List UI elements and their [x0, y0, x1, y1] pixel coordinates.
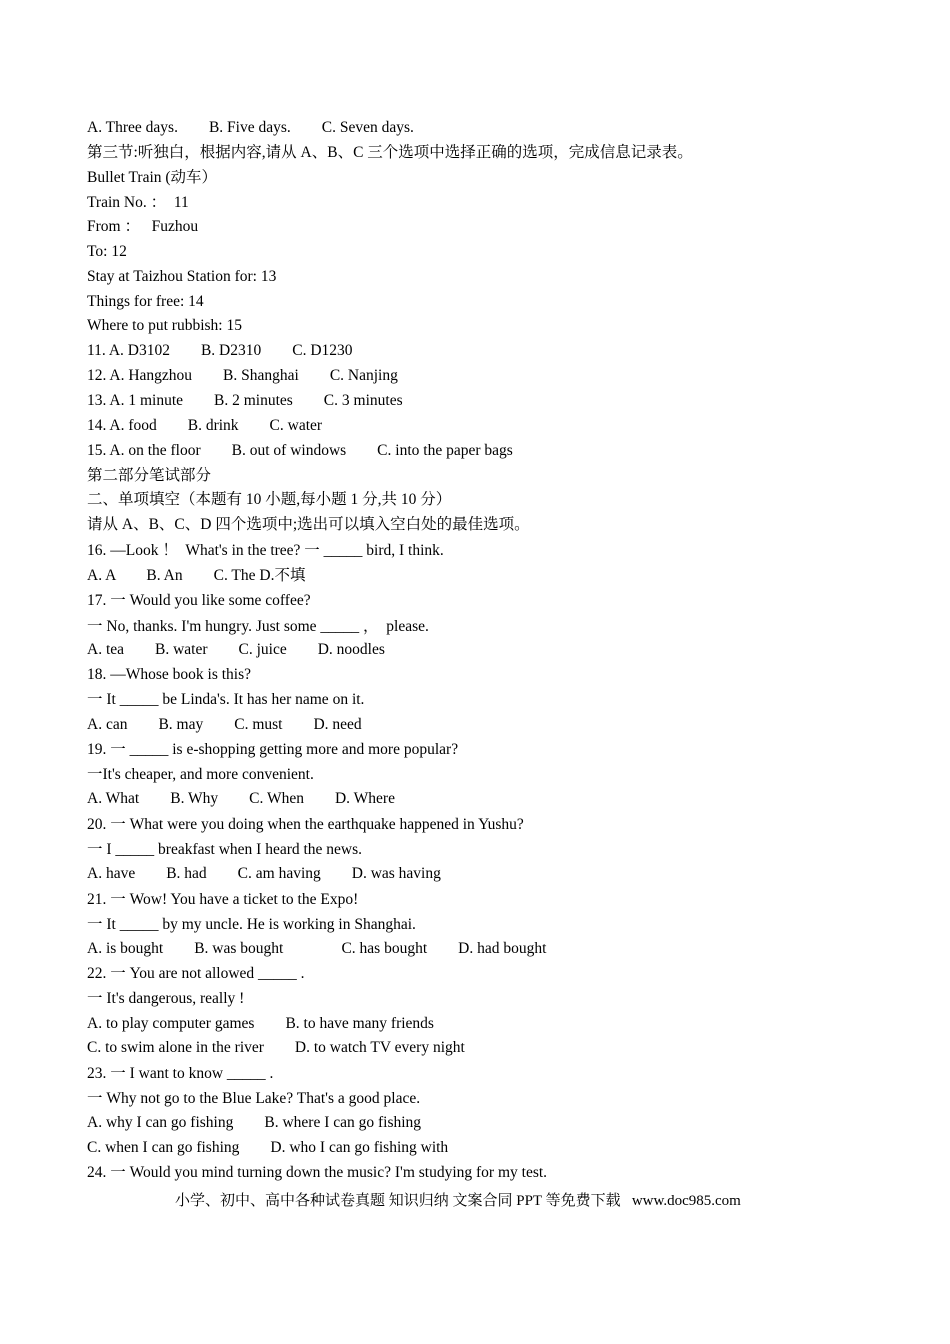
options-line: A. can B. may C. must D. need: [87, 716, 362, 733]
question-line: 24. 一 Would you mind turning down the music? I'm studying for my test.: [87, 1164, 548, 1181]
options-line: A. is bought B. was bought C. has bought D. had bought: [87, 940, 547, 957]
question-line: 一 I _____ breakfast when I heard the news.: [87, 841, 363, 858]
options-line: A. A B. An C. The D.不填: [87, 567, 306, 584]
question-line: 13. A. 1 minute B. 2 minutes C. 3 minutes: [87, 392, 403, 409]
section-heading: 二、单项填空（本题有 10 小题,每小题 1 分,共 10 分）: [87, 491, 452, 508]
section-heading: 第三节:听独白，根据内容,请从 A、B、C 三个选项中选择正确的选项，完成信息记录表。: [87, 144, 693, 161]
options-line: A. tea B. water C. juice D. noodles: [87, 641, 385, 658]
question-line: 一 It _____ be Linda's. It has her name on it.: [87, 691, 365, 708]
question-line: 22. 一 You are not allowed _____ .: [87, 965, 305, 982]
question-line: 23. 一 I want to know _____ .: [87, 1065, 274, 1082]
question-line: 19. 一 _____ is e-shopping getting more and more popular?: [87, 741, 459, 758]
text-line: Where to put rubbish: 15: [87, 317, 242, 334]
section-heading: 第二部分笔试部分: [87, 467, 212, 484]
question-line: 一 It's dangerous, really !: [87, 990, 245, 1007]
question-line: 一 Why not go to the Blue Lake? That's a good place.: [87, 1090, 421, 1107]
question-line: 14. A. food B. drink C. water: [87, 417, 323, 434]
text-line: A. Three days. B. Five days. C. Seven days.: [87, 119, 414, 136]
options-line: C. to swim alone in the river D. to watch TV every night: [87, 1039, 465, 1056]
instruction-line: 请从 A、B、C、D 四个选项中;选出可以填入空白处的最佳选项。: [87, 516, 530, 533]
question-line: 一 It _____ by my uncle. He is working in Shanghai.: [87, 916, 416, 933]
text-line: Stay at Taizhou Station for: 13: [87, 268, 277, 285]
question-line: 11. A. D3102 B. D2310 C. D1230: [87, 342, 353, 359]
text-line: Bullet Train (动车）: [87, 169, 218, 186]
question-line: 18. —Whose book is this?: [87, 666, 252, 683]
text-line: Things for free: 14: [87, 293, 204, 310]
options-line: C. when I can go fishing D. who I can go fishing with: [87, 1139, 449, 1156]
text-line: To: 12: [87, 243, 127, 260]
options-line: A. to play computer games B. to have many friends: [87, 1015, 434, 1032]
question-line: 一 No, thanks. I'm hungry. Just some _____ ， please.: [87, 618, 429, 635]
page-footer: 小学、初中、高中各种试卷真题 知识归纳 文案合同 PPT 等免费下载 www.doc985.com: [175, 1193, 741, 1209]
question-line: 21. 一 Wow! You have a ticket to the Expo!: [87, 891, 359, 908]
options-line: A. have B. had C. am having D. was having: [87, 865, 441, 882]
question-line: 17. 一 Would you like some coffee?: [87, 592, 311, 609]
text-line: From ： Fuzhou: [87, 218, 199, 235]
question-line: 20. 一 What were you doing when the earthquake happened in Yushu?: [87, 816, 524, 833]
question-line: 16. —Look ！ What's in the tree? 一 _____ bird, I think.: [87, 542, 444, 559]
options-line: A. What B. Why C. When D. Where: [87, 790, 395, 807]
text-line: Train No. ： 11: [87, 194, 189, 211]
question-line: 12. A. Hangzhou B. Shanghai C. Nanjing: [87, 367, 398, 384]
question-line: 一It's cheaper, and more convenient.: [87, 766, 314, 783]
question-line: 15. A. on the floor B. out of windows C. into the paper bags: [87, 442, 513, 459]
options-line: A. why I can go fishing B. where I can go fishing: [87, 1114, 422, 1131]
